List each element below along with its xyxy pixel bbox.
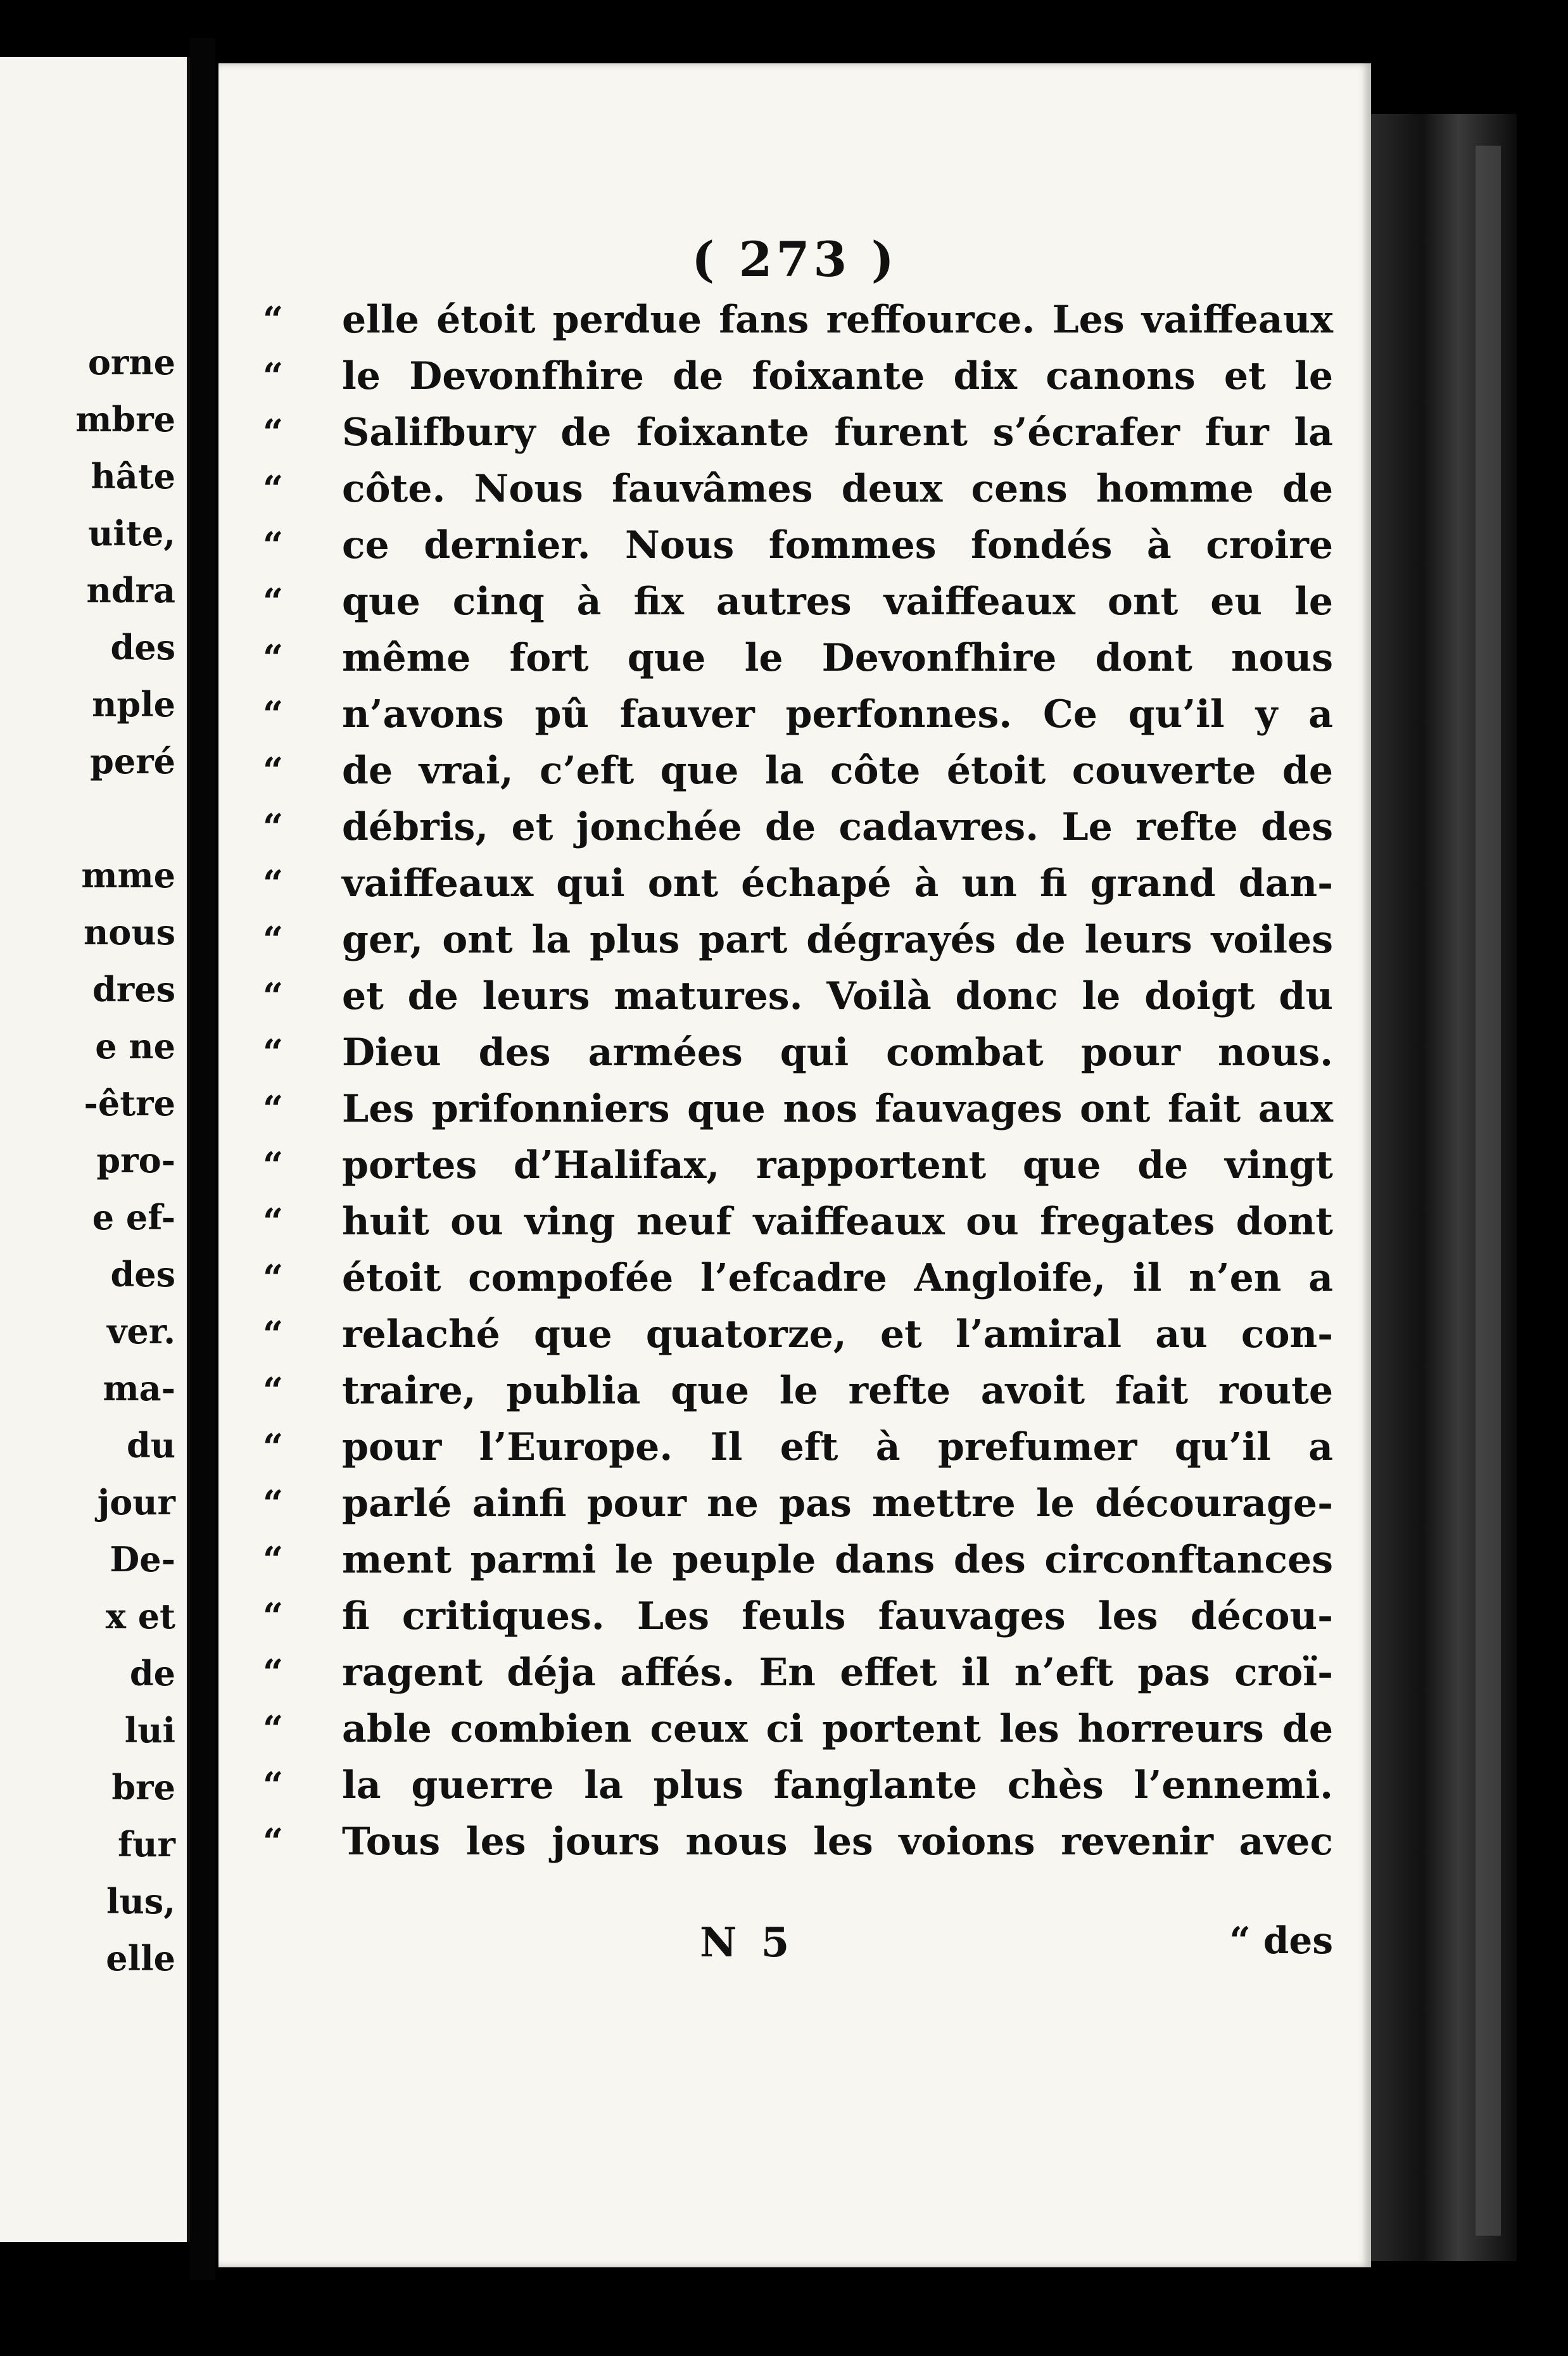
- line-text: huit ou ving neuf vaiffeaux ou fregates dont: [342, 1200, 1333, 1244]
- line-text: ce dernier. Nous fommes fondés à croire: [342, 523, 1333, 567]
- page-footer: [263, 1919, 1333, 1976]
- text-line: [263, 1588, 1333, 1645]
- text-line: [263, 1757, 1333, 1814]
- line-text: Les prifonniers que nos fauvages ont fait aux: [342, 1087, 1333, 1131]
- line-text: relaché que quatorze, et l’amiral au con-: [342, 1312, 1333, 1357]
- left-page-fragment: nous: [84, 912, 175, 953]
- quotation-mark: “: [263, 806, 284, 848]
- line-text: portes d’Halifax, rapportent que de vingt: [342, 1143, 1333, 1188]
- line-text: elle étoit perdue fans reffource. Les vaiffeaux: [342, 298, 1333, 342]
- text-line: [263, 1024, 1333, 1081]
- left-page-fragment: e ef-: [92, 1197, 175, 1238]
- line-text: Tous les jours nous les voions revenir avec: [342, 1820, 1333, 1864]
- quotation-mark: “: [263, 1257, 284, 1299]
- text-line: [263, 799, 1333, 856]
- left-page-fragment: des: [110, 627, 175, 668]
- text-line: [263, 1080, 1333, 1137]
- left-page-fragment: mme: [81, 855, 175, 896]
- left-page-fragment: x et: [105, 1596, 175, 1637]
- text-line: [263, 1306, 1333, 1363]
- text-line: [263, 404, 1333, 461]
- catchword: “ des: [1229, 1919, 1333, 1962]
- left-page-fragment: lus,: [106, 1881, 175, 1922]
- text-line: [263, 1700, 1333, 1758]
- quotation-mark: “: [263, 919, 284, 961]
- quotation-mark: “: [263, 1483, 284, 1524]
- left-page-fragment: ndra: [86, 570, 175, 611]
- text-line: [263, 1813, 1333, 1870]
- text-line: [263, 855, 1333, 912]
- left-page-fragment: pro-: [96, 1140, 175, 1181]
- quotation-mark: “: [263, 1764, 284, 1806]
- text-line: [263, 573, 1333, 630]
- left-page-fragment: nple: [92, 684, 175, 725]
- quotation-mark: “: [263, 1821, 284, 1863]
- line-text: côte. Nous fauvâmes deux cens homme de: [342, 467, 1333, 511]
- left-page-fragment: ma-: [103, 1368, 175, 1409]
- quotation-mark: “: [263, 1370, 284, 1412]
- line-text: ment parmi le peuple dans des circonftances: [342, 1538, 1333, 1582]
- text-line: [263, 1419, 1333, 1476]
- left-page-fragment: dres: [92, 969, 175, 1010]
- quotation-mark: “: [263, 1708, 284, 1750]
- text-line: [263, 460, 1333, 517]
- left-page-fragment: uite,: [88, 513, 175, 554]
- quotation-mark: “: [263, 1595, 284, 1637]
- quotation-mark: “: [263, 863, 284, 904]
- text-line: [263, 968, 1333, 1025]
- line-text: vaiffeaux qui ont échapé à un fi grand dan-: [342, 861, 1333, 906]
- line-text: Salifbury de foixante furent s’écrafer fur la: [342, 410, 1333, 455]
- left-page-fragment: des: [110, 1254, 175, 1295]
- line-text: et de leurs matures. Voilà donc le doigt du: [342, 974, 1333, 1018]
- line-text: étoit compofée l’efcadre Angloife, il n’en a: [342, 1256, 1333, 1300]
- text-line: [263, 1531, 1333, 1588]
- page-gutter: [190, 38, 215, 2280]
- line-text: pour l’Europe. Il eft à prefumer qu’il a: [342, 1425, 1333, 1469]
- line-text: n’avons pû fauver perfonnes. Ce qu’il y a: [342, 692, 1333, 737]
- left-page-fragment: bre: [111, 1767, 175, 1808]
- line-text: le Devonfhire de foixante dix canons et le: [342, 354, 1333, 398]
- left-page-fragment: ver.: [106, 1311, 175, 1352]
- left-page-fragment: lui: [124, 1710, 175, 1751]
- text-line: [263, 686, 1333, 743]
- quotation-mark: “: [263, 750, 284, 792]
- quotation-mark: “: [263, 1652, 284, 1694]
- line-text: de vrai, c’eft que la côte étoit couverte de: [342, 749, 1333, 793]
- quotation-mark: “: [263, 524, 284, 566]
- quotation-mark: “: [263, 975, 284, 1017]
- text-line: [263, 1644, 1333, 1701]
- quotation-mark: “: [263, 1314, 284, 1355]
- left-page-fragment: -être: [84, 1083, 175, 1124]
- text-line: [263, 630, 1333, 687]
- left-page-fragment: fur: [118, 1824, 175, 1865]
- line-text: Dieu des armées qui combat pour nous.: [342, 1030, 1333, 1075]
- left-page-fragment: peré: [90, 741, 175, 782]
- text-line: [263, 1250, 1333, 1307]
- line-text: fi critiques. Les feuls fauvages les décou-: [342, 1594, 1333, 1638]
- quotation-mark: “: [263, 1426, 284, 1468]
- quotation-mark: “: [263, 412, 284, 453]
- line-text: parlé ainfi pour ne pas mettre le décourage-: [342, 1481, 1333, 1526]
- left-page-fragment: orne: [87, 342, 175, 383]
- line-text: traire, publia que le refte avoit fait route: [342, 1369, 1333, 1413]
- left-page-fragment: du: [126, 1425, 175, 1466]
- page-number-header: ( 273 ): [692, 231, 898, 288]
- left-page-fragment: e ne: [95, 1026, 175, 1067]
- quotation-mark: “: [263, 694, 284, 735]
- text-line: [263, 1362, 1333, 1419]
- quotation-mark: “: [263, 1201, 284, 1243]
- book-page: [218, 63, 1371, 2267]
- left-page-fragment: mbre: [75, 399, 175, 440]
- quotation-mark: “: [263, 1539, 284, 1581]
- line-text: ger, ont la plus part dégrayés de leurs voiles: [342, 918, 1333, 962]
- left-page-fragment: de: [129, 1653, 175, 1694]
- text-line: [263, 1137, 1333, 1194]
- quotation-mark: “: [263, 637, 284, 679]
- text-line: [263, 291, 1333, 348]
- signature-mark: N 5: [700, 1919, 795, 1966]
- quotation-mark: “: [263, 1088, 284, 1130]
- line-text: que cinq à fix autres vaiffeaux ont eu le: [342, 580, 1333, 624]
- left-page-fragment: jour: [97, 1482, 175, 1523]
- text-line: [263, 517, 1333, 574]
- left-page-fragment: elle: [106, 1938, 175, 1979]
- line-text: able combien ceux ci portent les horreurs de: [342, 1707, 1333, 1751]
- quotation-mark: “: [263, 1032, 284, 1074]
- quotation-mark: “: [263, 468, 284, 510]
- line-text: la guerre la plus fanglante chès l’ennemi.: [342, 1763, 1333, 1808]
- left-page-fragment: De-: [110, 1539, 175, 1580]
- quotation-mark: “: [263, 299, 284, 341]
- line-text: ragent déja affés. En effet il n’eft pas croï-: [342, 1650, 1333, 1695]
- text-line: [263, 1475, 1333, 1532]
- text-line: [263, 1193, 1333, 1250]
- quotation-mark: “: [263, 1144, 284, 1186]
- quotation-mark: “: [263, 355, 284, 397]
- text-line: [263, 911, 1333, 968]
- previous-page-fragment: [0, 57, 193, 2242]
- text-line: [263, 348, 1333, 405]
- quotation-mark: “: [263, 581, 284, 623]
- left-page-fragment: hâte: [91, 456, 175, 497]
- text-line: [263, 742, 1333, 799]
- line-text: débris, et jonchée de cadavres. Le refte des: [342, 805, 1333, 849]
- line-text: même fort que le Devonfhire dont nous: [342, 636, 1333, 680]
- page-block-edge: [1476, 146, 1501, 2236]
